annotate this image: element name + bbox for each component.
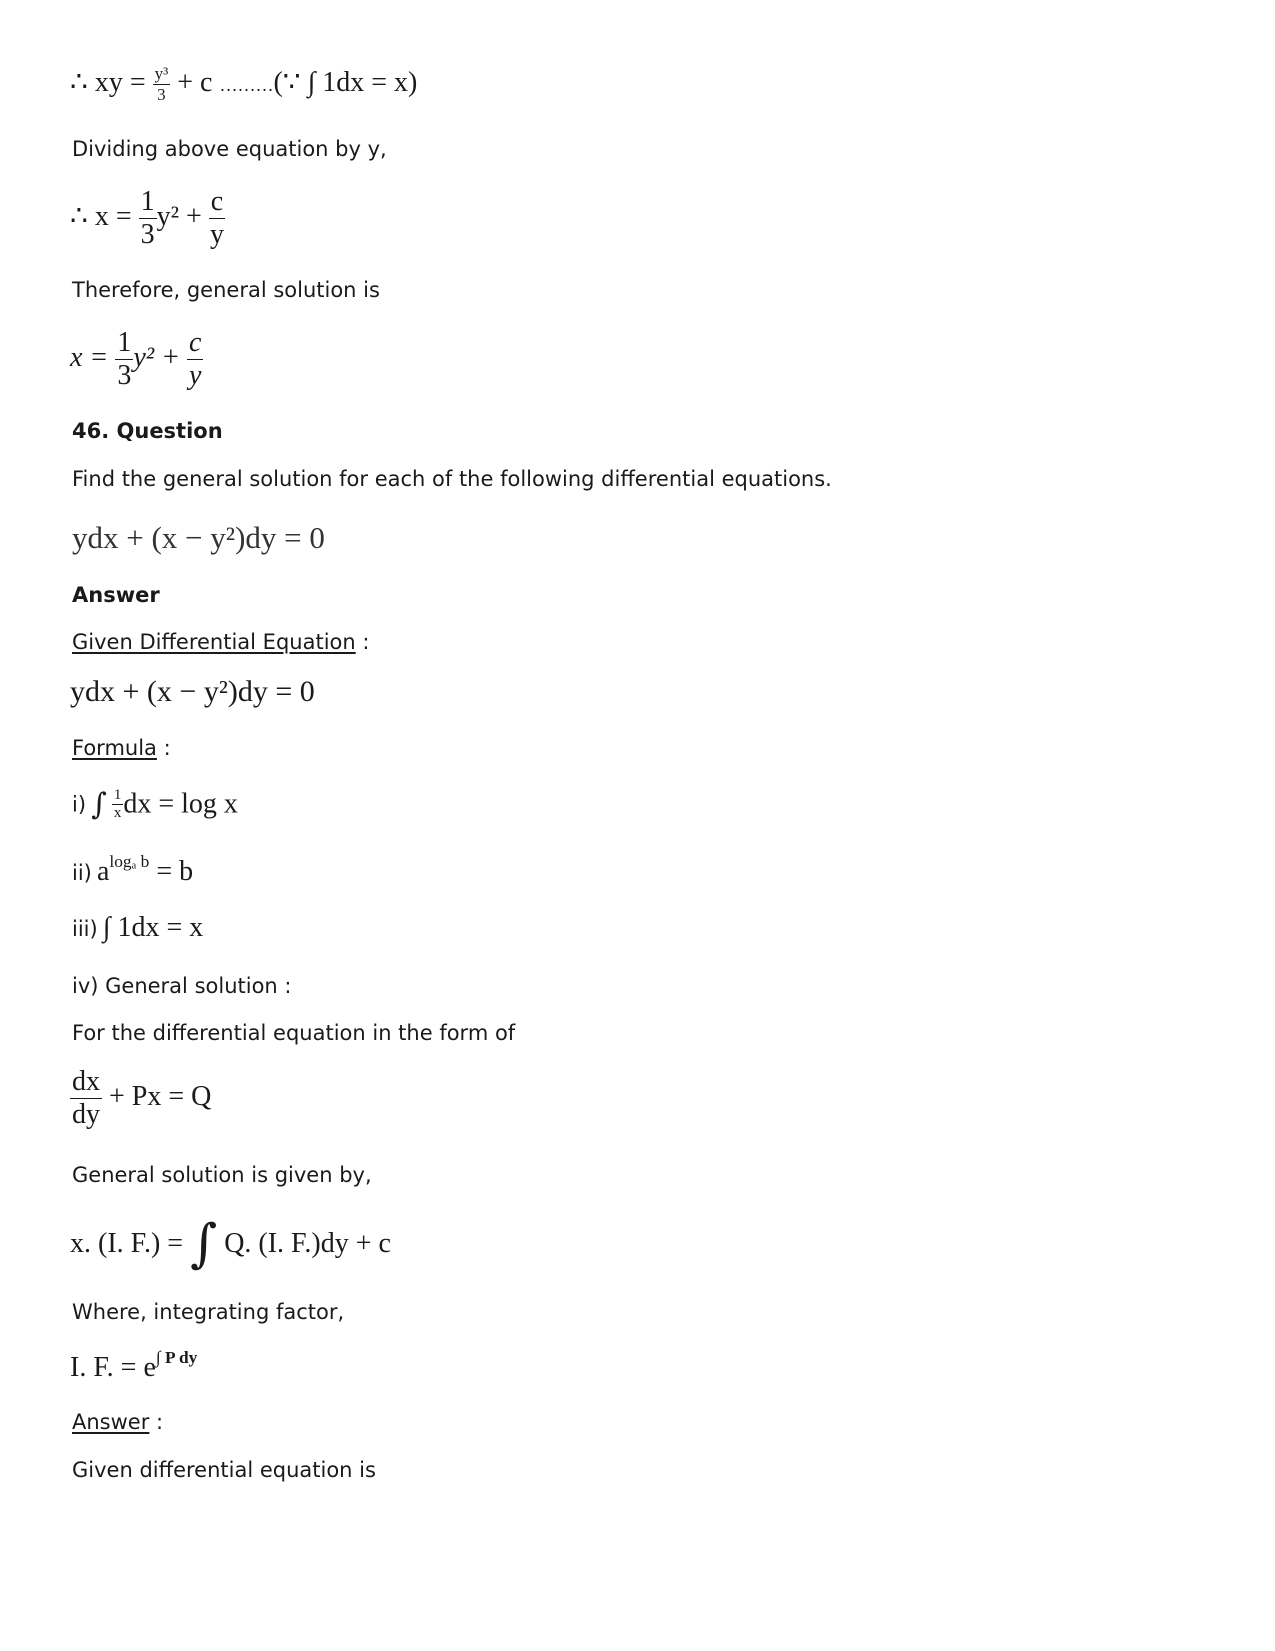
paragraph-general-solution: General solution is given by, bbox=[72, 1163, 372, 1187]
paragraph-dividing: Dividing above equation by y, bbox=[72, 137, 387, 161]
given-line: Given Differential Equation : bbox=[72, 630, 370, 654]
eq-dots: ……… bbox=[219, 74, 274, 95]
formula-iv: iv) General solution : bbox=[72, 974, 292, 998]
paragraph-form: For the differential equation in the form of bbox=[72, 1021, 516, 1045]
answer-label: Answer bbox=[72, 1410, 150, 1434]
formula-iii: iii) ∫ 1dx = x bbox=[72, 912, 204, 943]
equation-linear-form: $\frac{dx}{dy}$ + Px = Q bbox=[72, 1066, 212, 1130]
given-label: Given Differential Equation bbox=[72, 630, 356, 654]
answer-line: Answer : bbox=[72, 1410, 164, 1434]
given-equation: ydx + (x − y²)dy = 0 bbox=[70, 675, 315, 708]
equation-general-solution: x = $\frac{1}{3}$ y² + $\frac{c}{y}$ bbox=[70, 327, 202, 391]
question-text: Find the general solution for each of the following differential equations. bbox=[72, 467, 832, 491]
equation-integrating-factor: I. F. = $e^{\int P dy}$ bbox=[70, 1348, 198, 1384]
paragraph-where: Where, integrating factor, bbox=[72, 1300, 345, 1324]
eq-plus-c: + c bbox=[177, 66, 213, 98]
fraction: $\frac{\text{y³}}{3}$ bbox=[154, 64, 169, 104]
formula-line: Formula : bbox=[72, 736, 171, 760]
formula-label: Formula bbox=[72, 736, 157, 760]
question-heading: 46. Question bbox=[72, 419, 223, 443]
eq-note: (∵ ∫ 1dx = x) bbox=[273, 66, 418, 98]
eq-lhs: ∴ xy = bbox=[70, 66, 146, 98]
formula-ii: ii) $a^{log_a b} = b$ bbox=[72, 852, 194, 888]
paragraph-given-last: Given differential equation is bbox=[72, 1458, 376, 1482]
equation-xy bbox=[70, 64, 417, 105]
formula-i: i) ∫ $\frac{1}{x}$ dx = log x bbox=[72, 787, 238, 822]
question-equation: ydx + (x − y²)dy = 0 bbox=[72, 520, 325, 555]
equation-x-solution: ∴ x = $\frac{1}{3}$ y² + $\frac{c}{y}$ bbox=[70, 186, 225, 250]
equation-general-form: x. (I. F.) = ∫ Q. (I. F.)dy + c bbox=[70, 1214, 391, 1274]
paragraph-therefore: Therefore, general solution is bbox=[72, 278, 380, 302]
answer-heading: Answer bbox=[72, 583, 160, 607]
